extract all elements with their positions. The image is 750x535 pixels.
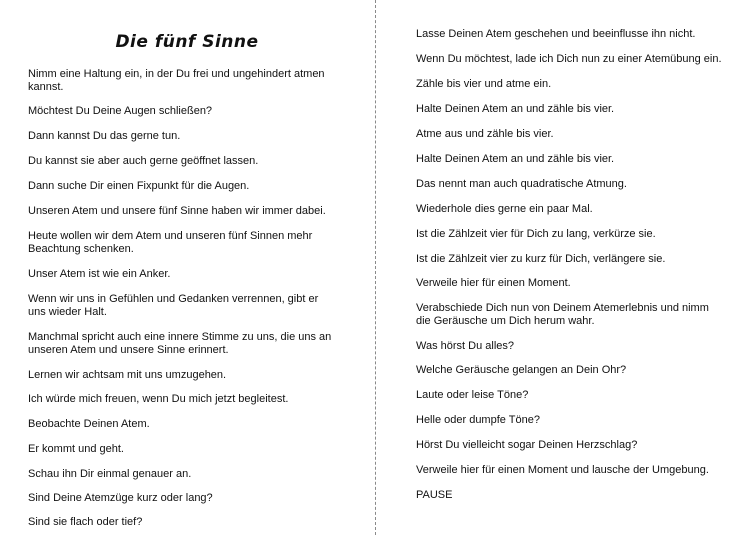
text-line: Beobachte Deinen Atem. [28, 418, 150, 430]
text-line: Ist die Zählzeit vier zu kurz für Dich, verlängere sie. [416, 253, 666, 265]
text-line: Dann kannst Du das gerne tun. [28, 130, 181, 142]
text-line: Lernen wir achtsam mit uns umzugehen. [28, 369, 227, 381]
text-line: Zähle bis vier und atme ein. [416, 78, 552, 90]
text-line: die Geräusche um Dich herum wahr. [416, 315, 595, 327]
text-line: Schau ihn Dir einmal genauer an. [28, 468, 192, 480]
text-line: Unser Atem ist wie ein Anker. [28, 268, 171, 280]
text-line: Verweile hier für einen Moment und lausche der Umgebung. [416, 464, 709, 476]
text-line: Verweile hier für einen Moment. [416, 277, 571, 289]
text-line: Helle oder dumpfe Töne? [416, 414, 540, 426]
text-line: Möchtest Du Deine Augen schließen? [28, 105, 213, 117]
text-line: Was hörst Du alles? [416, 340, 515, 352]
text-line: Halte Deinen Atem an und zähle bis vier. [416, 103, 615, 115]
text-line: Er kommt und geht. [28, 443, 124, 455]
text-line: Ich würde mich freuen, wenn Du mich jetzt begleitest. [28, 393, 289, 405]
text-line: Welche Geräusche gelangen an Dein Ohr? [416, 364, 627, 376]
text-line: PAUSE [416, 489, 453, 501]
text-line: Nimm eine Haltung ein, in der Du frei und ungehindert atmen [28, 68, 325, 80]
text-line: Das nennt man auch quadratische Atmung. [416, 178, 627, 190]
text-line: Wenn Du möchtest, lade ich Dich nun zu einer Atemübung ein. [416, 53, 722, 65]
text-line: Unseren Atem und unsere fünf Sinne haben wir immer dabei. [28, 205, 326, 217]
text-line: Hörst Du vielleicht sogar Deinen Herzschlag? [416, 439, 638, 451]
text-line: Dann suche Dir einen Fixpunkt für die Augen. [28, 180, 250, 192]
text-line: unseren Atem und unsere Sinne erinnert. [28, 344, 229, 356]
column-divider [375, 0, 376, 535]
text-line: Lasse Deinen Atem geschehen und beeinflusse ihn nicht. [416, 28, 696, 40]
text-line: Verabschiede Dich nun von Deinem Atemerlebnis und nimm [416, 302, 709, 314]
text-line: Halte Deinen Atem an und zähle bis vier. [416, 153, 615, 165]
text-line: Manchmal spricht auch eine innere Stimme zu uns, die uns an [28, 331, 332, 343]
text-line: Wiederhole dies gerne ein paar Mal. [416, 203, 593, 215]
text-line: Du kannst sie aber auch gerne geöffnet lassen. [28, 155, 259, 167]
text-line: Laute oder leise Töne? [416, 389, 529, 401]
text-line: Atme aus und zähle bis vier. [416, 128, 554, 140]
text-line: Ist die Zählzeit vier für Dich zu lang, verkürze sie. [416, 228, 656, 240]
text-line: Sind Deine Atemzüge kurz oder lang? [28, 492, 213, 504]
text-line: uns wieder Halt. [28, 306, 107, 318]
page-title: Die fünf Sinne [115, 32, 259, 52]
text-line: Sind sie flach oder tief? [28, 516, 143, 528]
text-line: kannst. [28, 81, 64, 93]
text-line: Heute wollen wir dem Atem und unseren fünf Sinnen mehr [28, 230, 313, 242]
text-line: Beachtung schenken. [28, 243, 134, 255]
text-line: Wenn wir uns in Gefühlen und Gedanken verrennen, gibt er [28, 293, 319, 305]
